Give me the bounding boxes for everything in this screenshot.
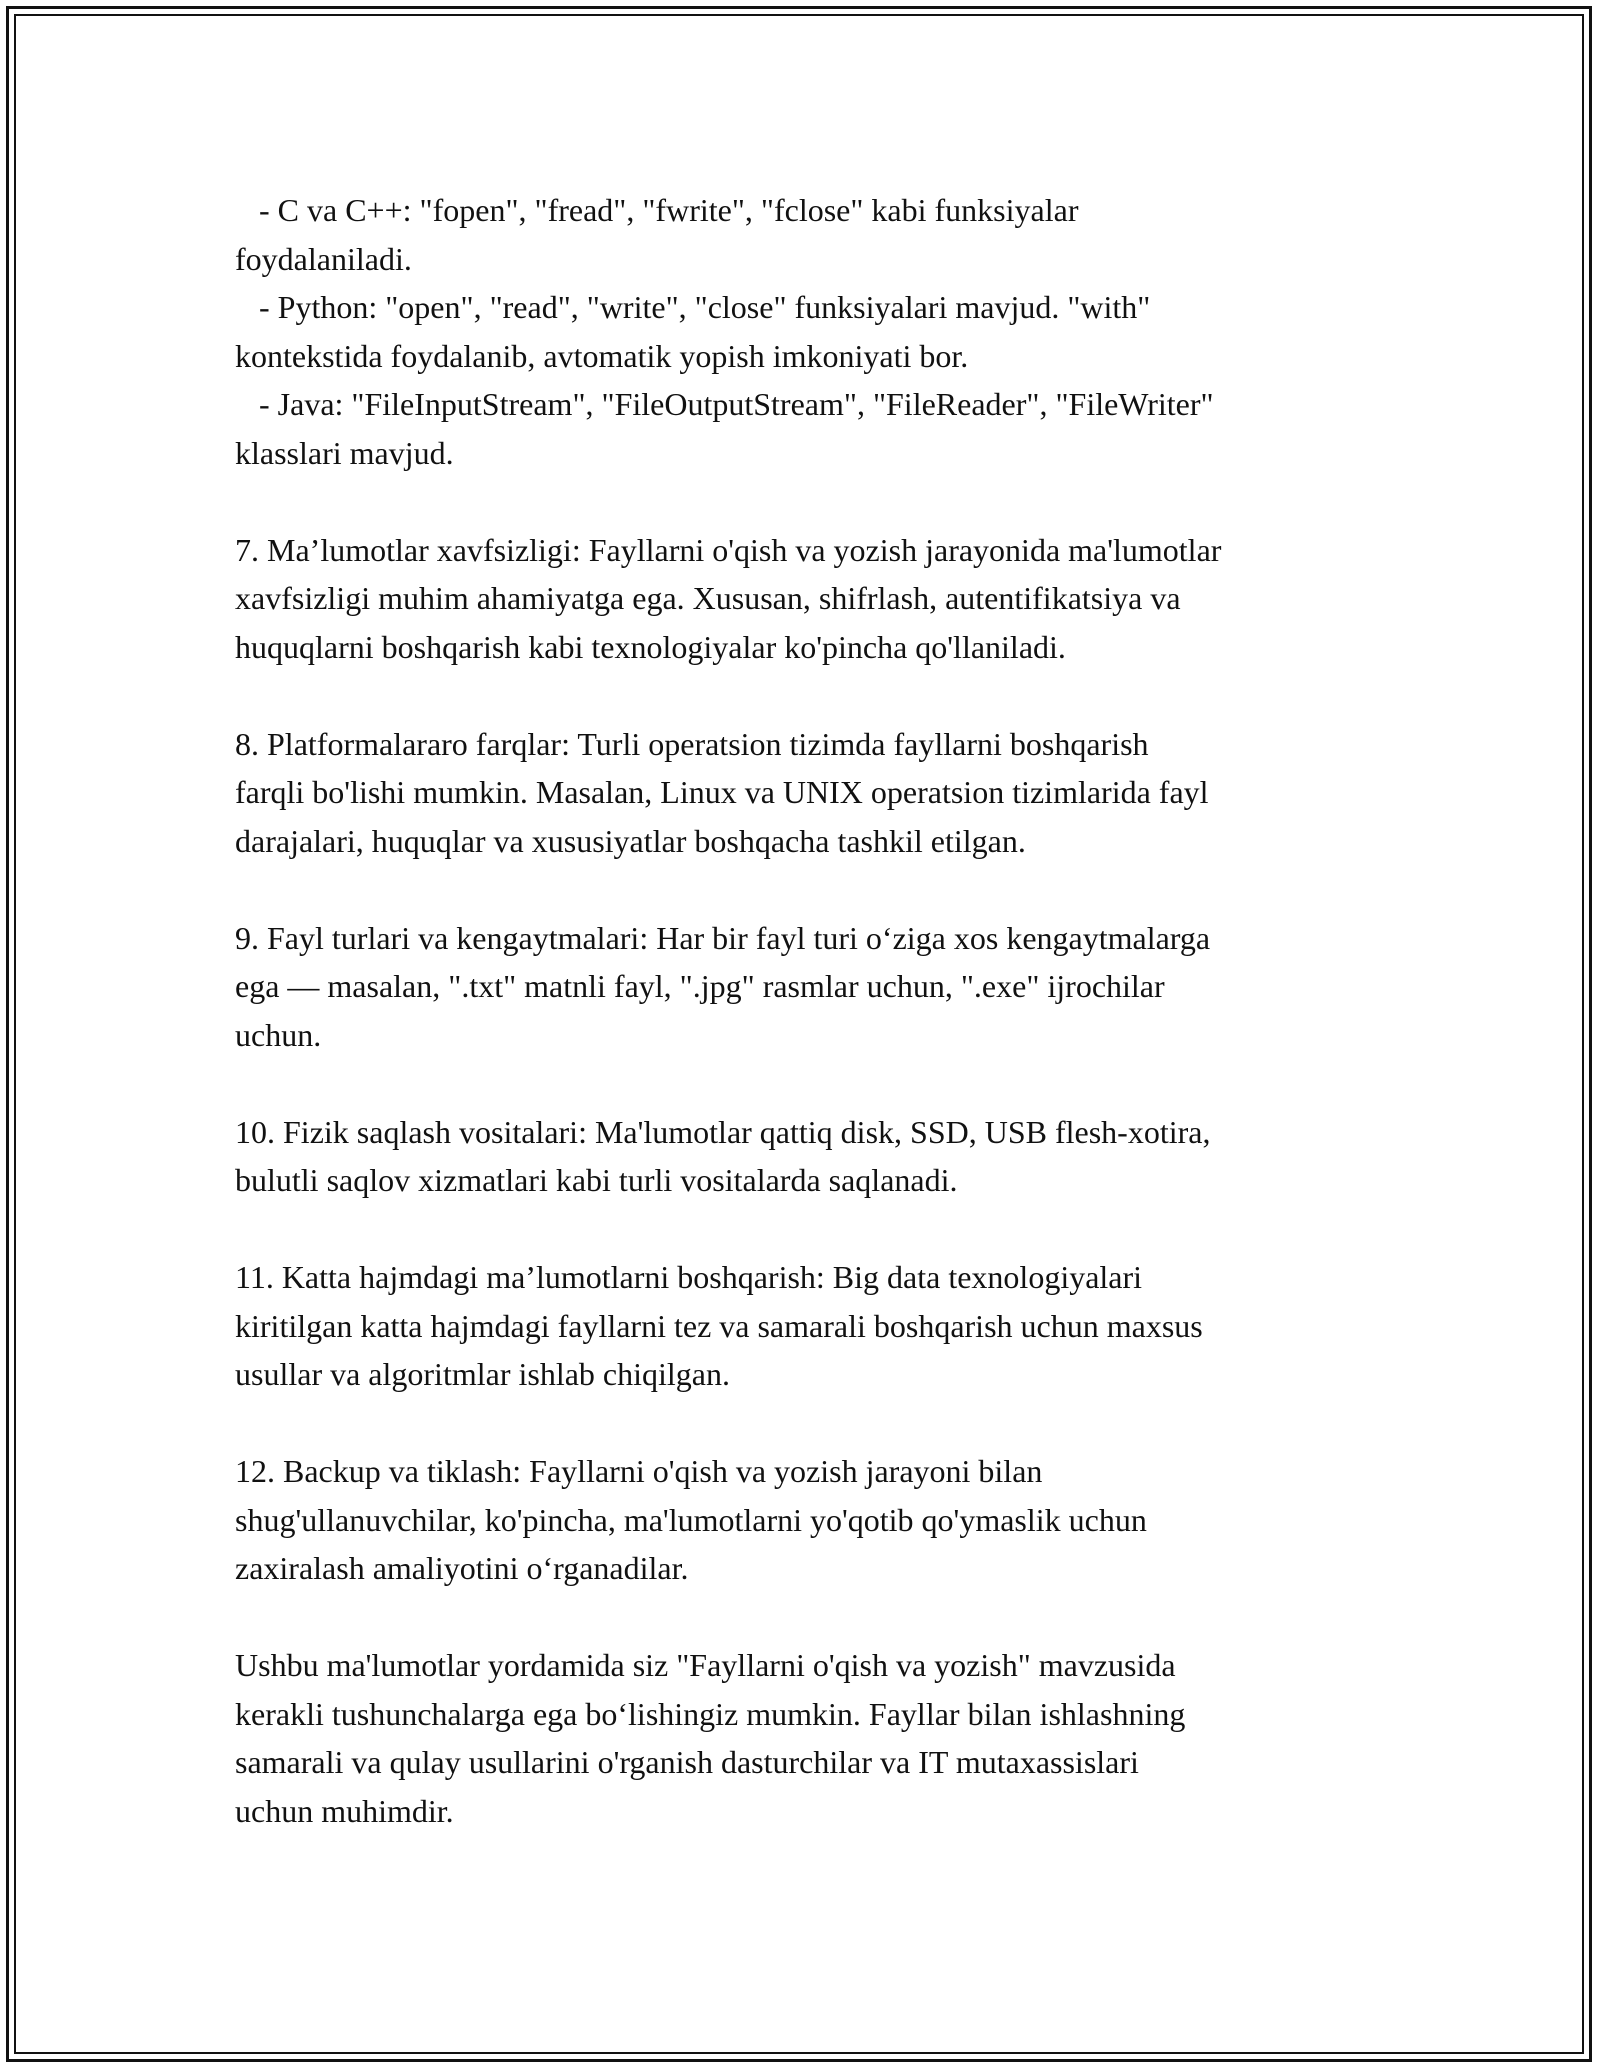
- text-line: klasslari mavjud.: [235, 434, 454, 471]
- text-line: 10. Fizik saqlash vositalari: Ma'lumotlar qattiq disk, SSD, USB flesh-xotira,: [235, 1113, 1211, 1150]
- text-line: huquqlarni boshqarish kabi texnologiyalar ko'pincha qo'llaniladi.: [235, 628, 1066, 665]
- text-line: foydalaniladi.: [235, 240, 412, 277]
- paragraph-item-8: [235, 720, 1375, 866]
- text-line: darajalari, huquqlar va xususiyatlar boshqacha tashkil etilgan.: [235, 822, 1026, 859]
- paragraph-item-9: [235, 914, 1375, 1060]
- text-line: zaxiralash amaliyotini o‘rganadilar.: [235, 1550, 689, 1586]
- paragraph-item-11: [235, 1253, 1375, 1399]
- text-line: kontekstida foydalanib, avtomatik yopish imkoniyati bor.: [235, 337, 969, 374]
- text-line: farqli bo'lishi mumkin. Masalan, Linux va UNIX operatsion tizimlarida fayl: [235, 774, 1209, 810]
- text-line: kiritilgan katta hajmdagi fayllarni tez va samarali boshqarish uchun maxsus: [235, 1307, 1203, 1344]
- text-line: samarali va qulay usullarini o'rganish dasturchilar va IT mutaxassislari: [235, 1744, 1139, 1780]
- text-line: 11. Katta hajmdagi ma’lumotlarni boshqarish: Big data texnologiyalari: [235, 1259, 1143, 1295]
- text-line: uchun muhimdir.: [235, 1792, 454, 1829]
- text-line: 9. Fayl turlari va kengaytmalari: Har bir fayl turi o‘ziga xos kengaytmalarga: [235, 919, 1211, 956]
- text-line: - Python: "open", "read", "write", "close" funksiyalari mavjud. "with": [235, 289, 1151, 325]
- text-line: - C va C++: "fopen", "fread", "fwrite", "fclose" kabi funksiyalar: [235, 192, 1079, 228]
- text-line: ega — masalan, ".txt" matnli fayl, ".jpg" rasmlar uchun, ".exe" ijrochilar: [235, 968, 1165, 1004]
- text-line: bulutli saqlov xizmatlari kabi turli vositalarda saqlanadi.: [235, 1162, 958, 1198]
- text-line: kerakli tushunchalarga ega bo‘lishingiz mumkin. Fayllar bilan ishlashning: [235, 1695, 1186, 1732]
- text-line: 12. Backup va tiklash: Fayllarni o'qish va yozish jarayoni bilan: [235, 1453, 1043, 1489]
- text-line: - Java: "FileInputStream", "FileOutputStream", "FileReader", "FileWriter": [235, 386, 1214, 422]
- document-body: [235, 186, 1375, 1884]
- paragraph-file-io-languages: [235, 186, 1375, 477]
- text-line: usullar va algoritmlar ishlab chiqilgan.: [235, 1356, 730, 1392]
- text-line: 7. Ma’lumotlar xavfsizligi: Fayllarni o'qish va yozish jarayonida ma'lumotlar: [235, 531, 1222, 568]
- paragraph-item-10: [235, 1108, 1375, 1205]
- text-line: uchun.: [235, 1016, 322, 1053]
- paragraph-conclusion: [235, 1641, 1375, 1835]
- text-line: xavfsizligi muhim ahamiyatga ega. Xususan, shifrlash, autentifikatsiya va: [235, 580, 1181, 616]
- paragraph-item-7: [235, 526, 1375, 672]
- text-line: shug'ullanuvchilar, ko'pincha, ma'lumotlarni yo'qotib qo'ymaslik uchun: [235, 1501, 1147, 1538]
- text-line: 8. Platformalararo farqlar: Turli operatsion tizimda fayllarni boshqarish: [235, 725, 1149, 762]
- text-line: Ushbu ma'lumotlar yordamida siz "Fayllarni o'qish va yozish" mavzusida: [235, 1647, 1176, 1683]
- paragraph-item-12: [235, 1447, 1375, 1593]
